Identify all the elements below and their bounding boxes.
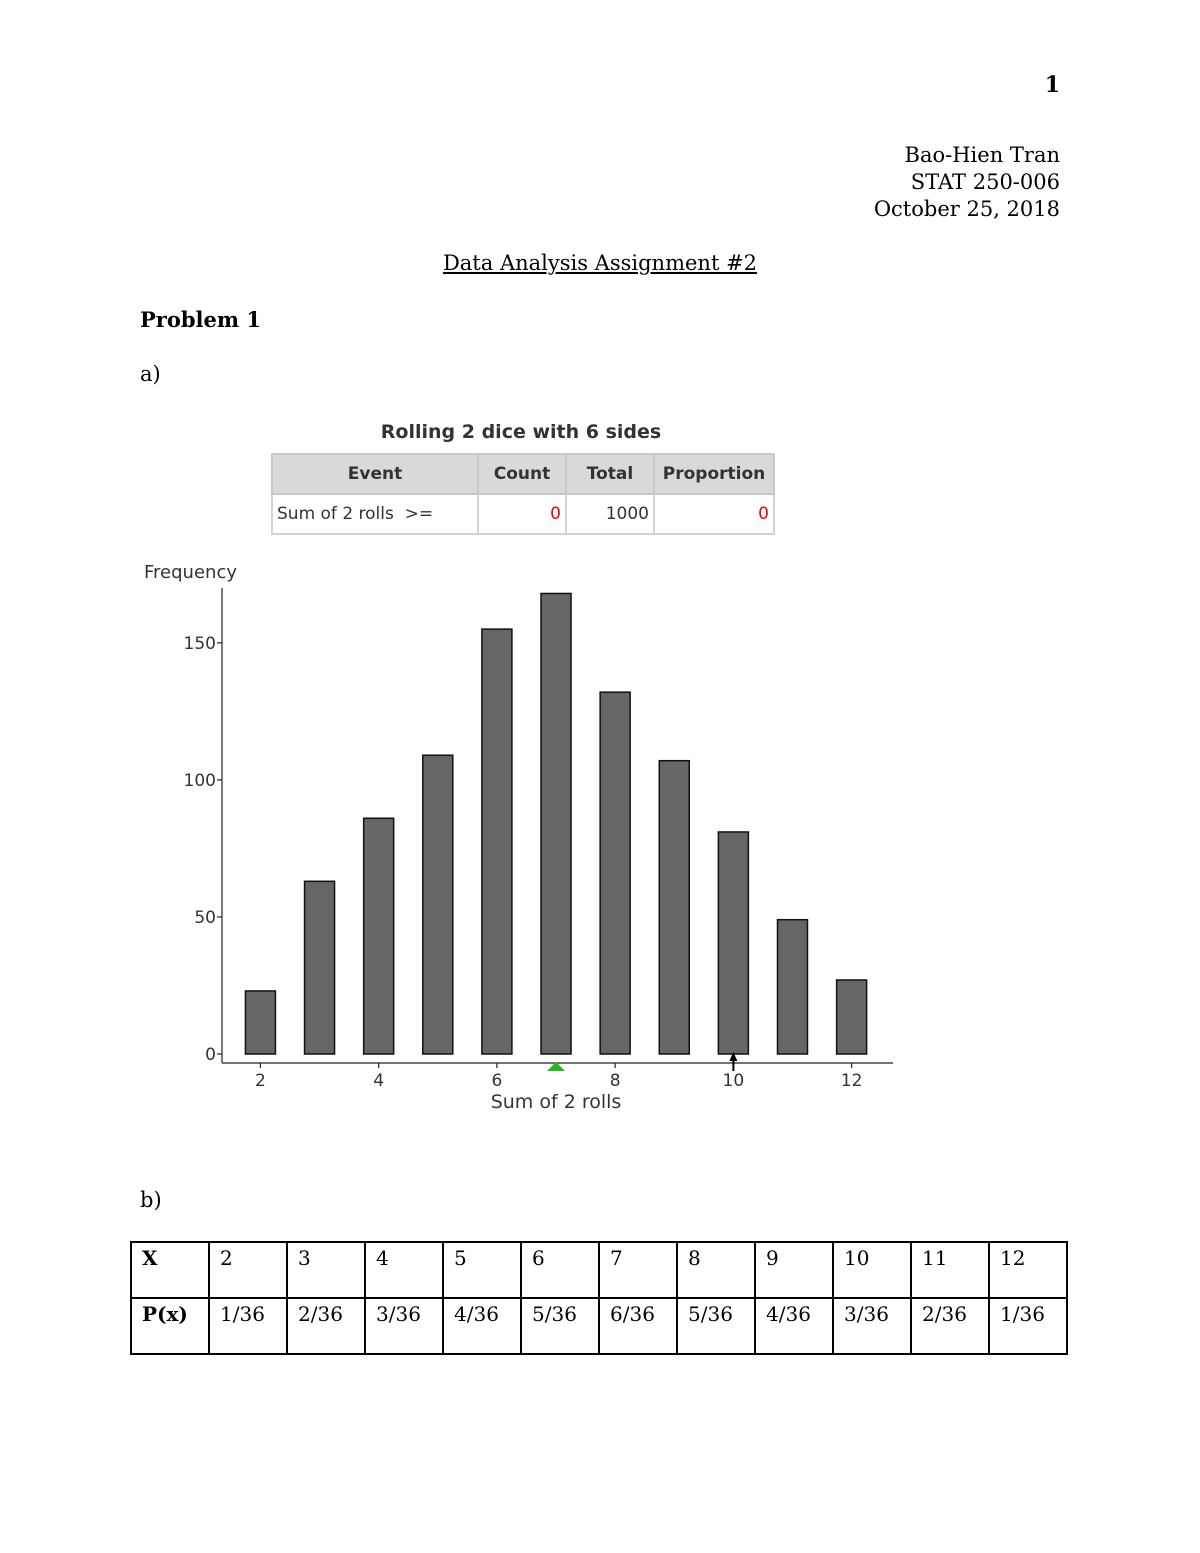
page-number: 1 [1044,72,1060,98]
x-value-cell: 10 [833,1242,911,1298]
x-value-cell: 12 [989,1242,1067,1298]
bar-4 [364,818,394,1054]
simulation-title: Rolling 2 dice with 6 sides [380,421,662,443]
bars [245,593,866,1054]
header-event: Event [272,454,478,494]
y-tick-label: 0 [205,1045,216,1065]
probability-cell: 2/36 [287,1298,365,1354]
x-value-cell: 11 [911,1242,989,1298]
probability-cell: 5/36 [521,1298,599,1354]
y-tick-label: 50 [194,907,216,928]
event-cell: Sum of 2 rolls >= [272,494,478,534]
bar-11 [777,920,807,1054]
bar-7 [541,593,571,1054]
submission-date: October 25, 2018 [873,197,1060,221]
document-title: Data Analysis Assignment #2 [442,251,758,275]
x-value-cell: 4 [365,1242,443,1298]
count-cell: 0 [478,494,566,534]
probability-cell: 1/36 [209,1298,287,1354]
probability-distribution-table [130,1241,1068,1355]
x-axis-label: Sum of 2 rolls [490,1091,622,1113]
bar-12 [837,980,867,1054]
probability-row [131,1298,1067,1354]
probability-cell: 5/36 [677,1298,755,1354]
p-row-header: P(x) [131,1298,209,1354]
x-value-cell: 7 [599,1242,677,1298]
x-value-cell: 5 [443,1242,521,1298]
bar-6 [482,629,512,1054]
x-value-cell: 3 [287,1242,365,1298]
bar-8 [600,692,630,1054]
bar-10 [718,832,748,1054]
x-tick-label: 2 [255,1071,266,1091]
part-b-label: b) [140,1188,162,1212]
bar-3 [305,881,335,1054]
probability-cell: 4/36 [443,1298,521,1354]
x-value-cell: 2 [209,1242,287,1298]
bar-5 [423,755,453,1054]
author-name: Bao-Hien Tran [904,143,1060,167]
x-values-row [131,1242,1067,1298]
course-code: STAT 250-006 [910,170,1060,194]
probability-cell: 1/36 [989,1298,1067,1354]
x-tick-label: 8 [609,1071,621,1091]
simulation-header-row [272,454,774,494]
probability-cell: 6/36 [599,1298,677,1354]
bar-2 [245,991,275,1054]
y-axis-label: Frequency [144,562,237,583]
x-tick-label: 12 [840,1071,863,1091]
x-value-cell: 9 [755,1242,833,1298]
x-tick-label: 6 [491,1071,503,1091]
total-cell: 1000 [566,494,654,534]
x-tick-label: 10 [722,1071,745,1091]
y-tick-label: 100 [183,770,216,791]
part-a-label: a) [140,362,161,386]
x-value-cell: 8 [677,1242,755,1298]
header-proportion: Proportion [654,454,774,494]
simulation-summary-table [271,453,775,535]
header-count: Count [478,454,566,494]
bar-9 [659,761,689,1054]
y-tick-label: 150 [183,633,216,654]
x-value-cell: 6 [521,1242,599,1298]
simulation-data-row [272,494,774,534]
x-row-header: X [131,1242,209,1298]
x-tick-label: 4 [373,1071,385,1091]
frequency-histogram [0,550,1200,1130]
problem-heading: Problem 1 [140,307,262,332]
probability-cell: 3/36 [365,1298,443,1354]
proportion-cell: 0 [654,494,774,534]
probability-cell: 3/36 [833,1298,911,1354]
author-block [874,142,1060,223]
probability-cell: 4/36 [755,1298,833,1354]
header-total: Total [566,454,654,494]
probability-cell: 2/36 [911,1298,989,1354]
